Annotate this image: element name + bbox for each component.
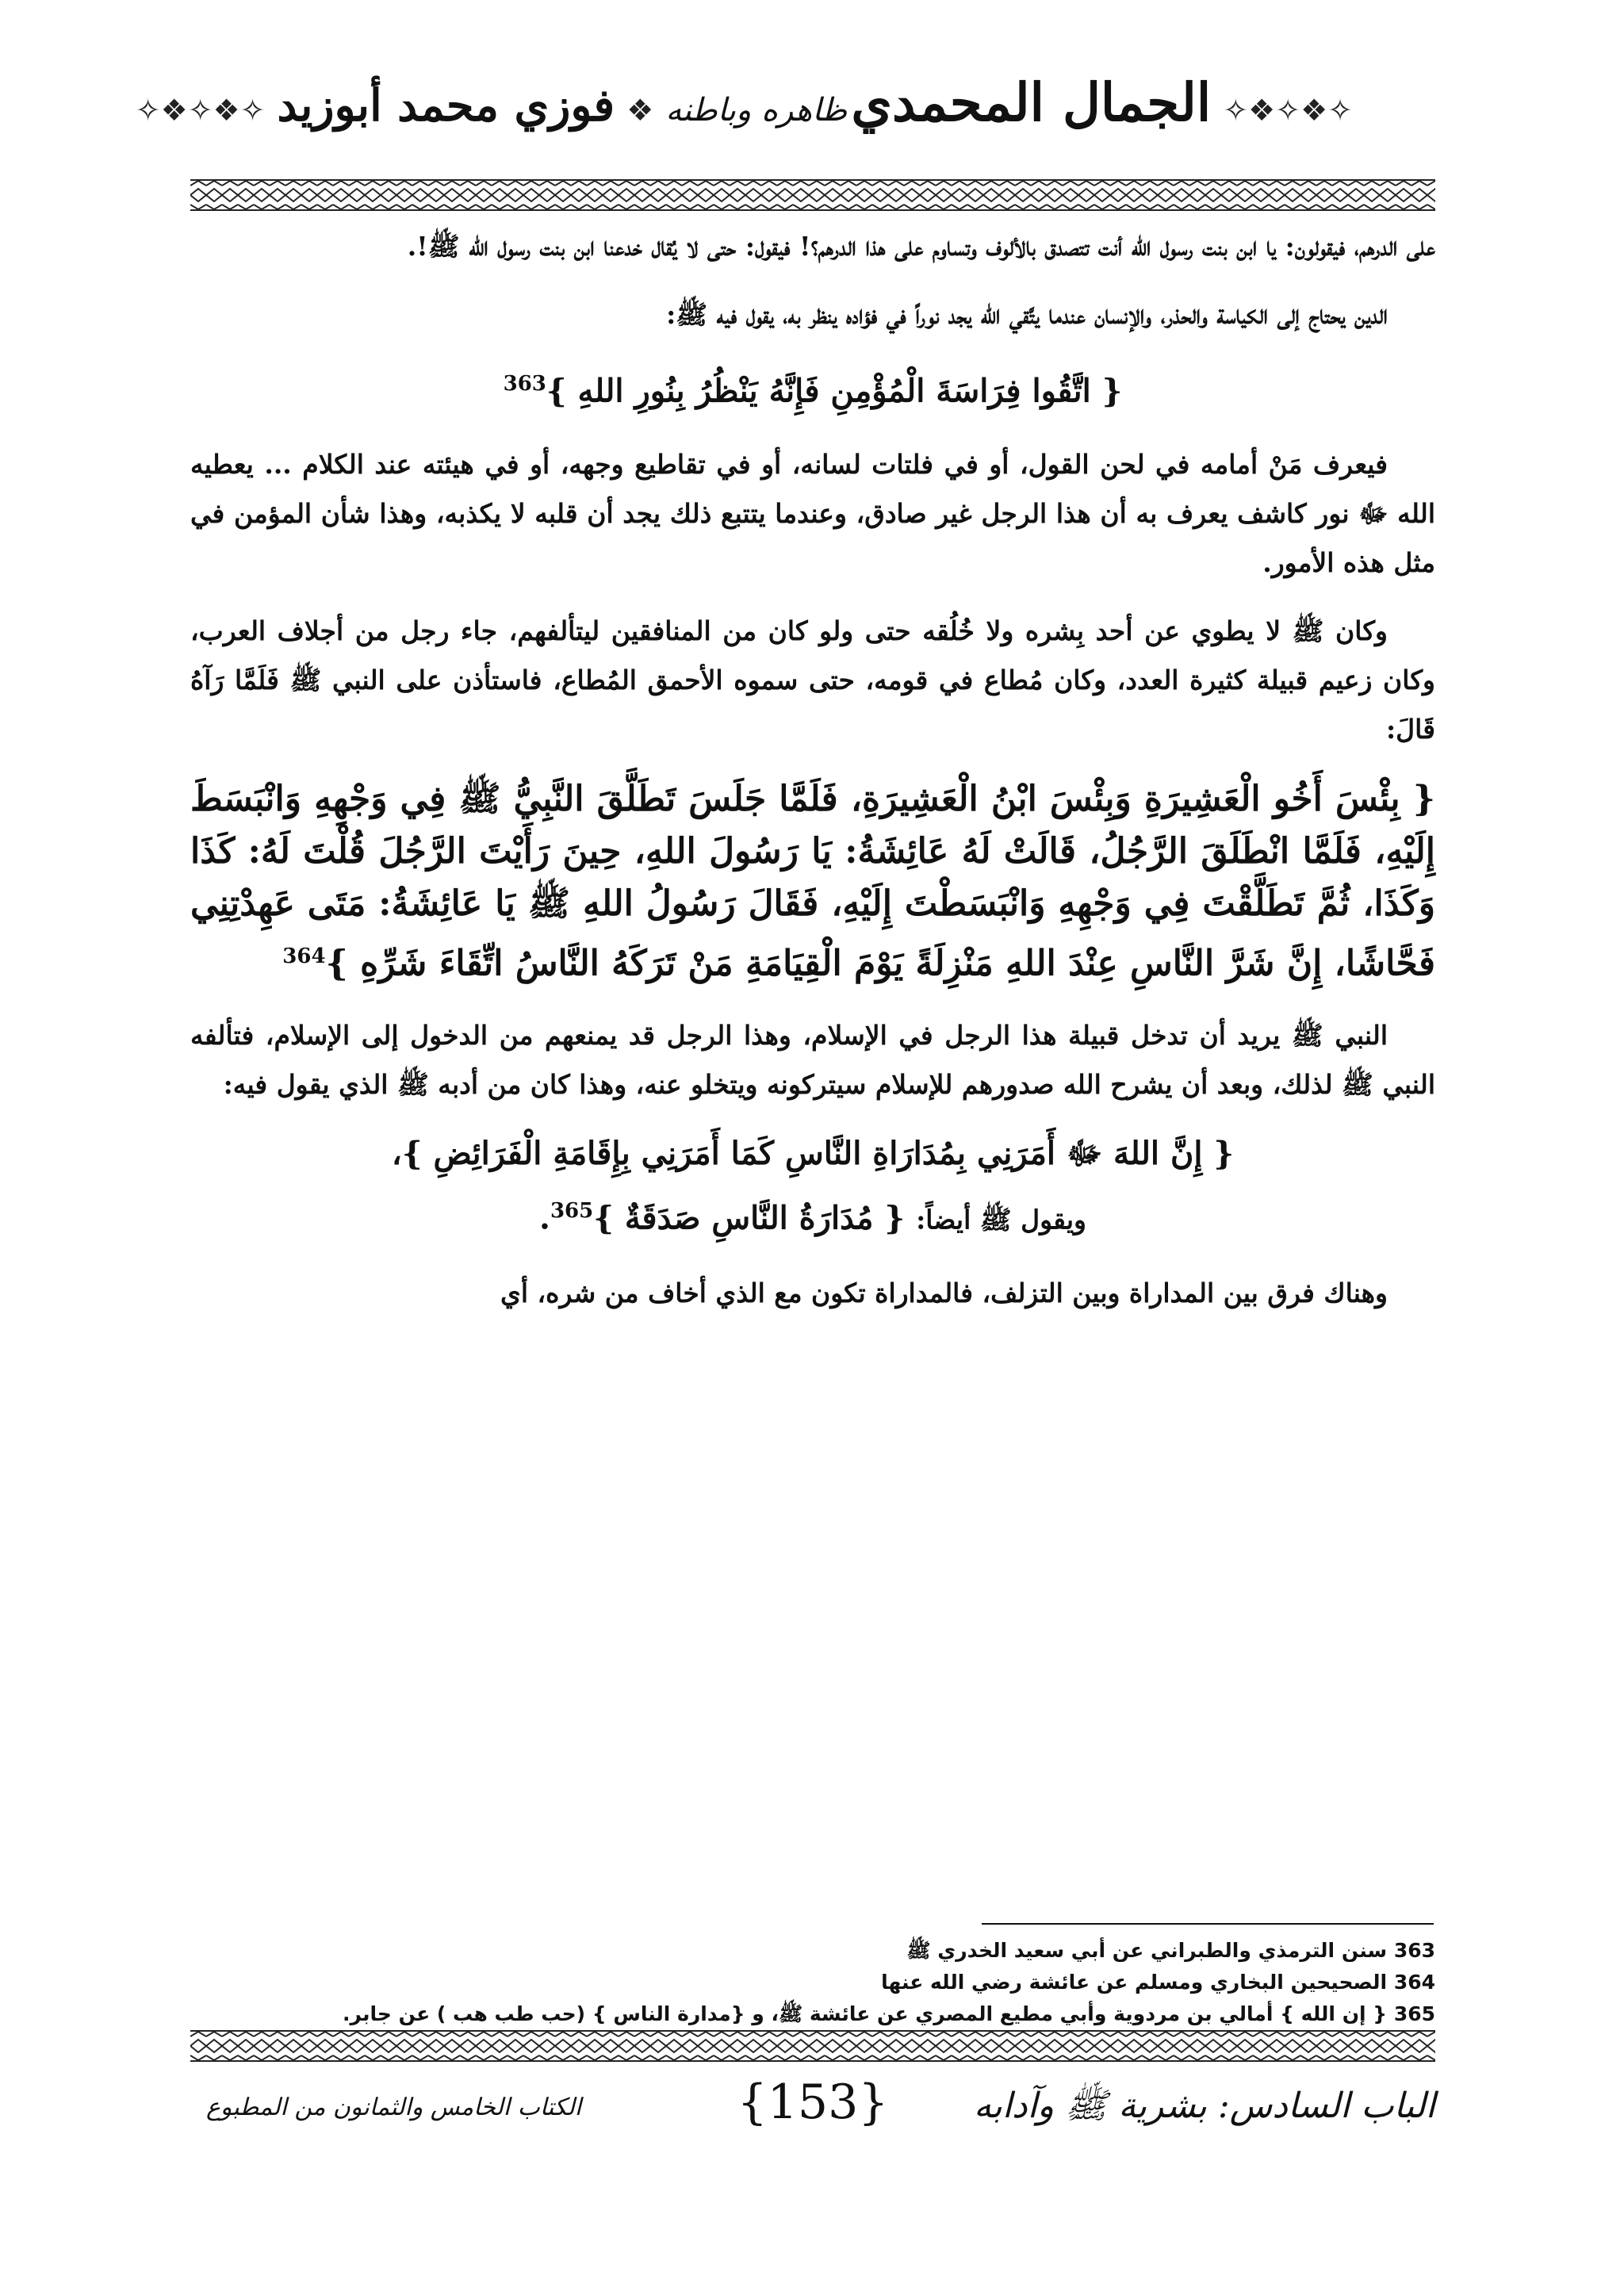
paragraph: الدين يحتاج إلى الكياسة والحذر، والإنسان عندما يتَّقي الله يجد نوراً في فؤاده ينظر به، يقول فيه ﷺ: bbox=[666, 299, 1388, 330]
ornament-icon: ✧❖✧❖✧ bbox=[1223, 93, 1353, 128]
page-footer bbox=[190, 2062, 1435, 2149]
footnote-ref[interactable]: 365 bbox=[550, 1198, 594, 1223]
page-header bbox=[135, 48, 1361, 167]
footnotes bbox=[190, 1935, 1435, 2030]
page-body bbox=[190, 222, 1435, 1337]
book-note: الكتاب الخامس والثمانون من المطبوع bbox=[206, 2094, 582, 2121]
footnote: 363 سنن الترمذي والطبراني عن أبي سعيد الخدري ﷺ bbox=[906, 1939, 1435, 1962]
header-ornament-band bbox=[190, 179, 1435, 211]
footnote-ref[interactable]: 363 bbox=[503, 372, 546, 396]
ornament-icon: ❖ bbox=[626, 93, 654, 128]
footnote: 365 { إن الله } أمالي بن مردوية وأبي مطيع المصري عن عائشة ﷺ، و {مدارة الناس } (حب طب هب ) عن جابر. bbox=[343, 2002, 1435, 2025]
hadith-quote bbox=[190, 358, 1435, 416]
hadith-text: { مُدَارَةُ النَّاسِ صَدَقَةٌ } bbox=[593, 1199, 906, 1237]
author-name: فوزي محمد أبوزيد bbox=[277, 79, 615, 132]
paragraph: فيعرف مَنْ أمامه في لحن القول، أو في فلتات لسانه، أو في تقاطيع وجهه، أو في هيئته عند الكلام ... يعطيه الله ﷻ نور كاشف يعرف به أن هذا الرجل غير صادق، وعندما يتتبع ذلك يجد أن قلبه لا يكذبه، وهذا شأن المؤمن في مثل هذه الأمور. bbox=[190, 449, 1435, 579]
book-title: الجمال المحمدي bbox=[851, 71, 1212, 133]
hadith-text: { بِئْسَ أَخُو الْعَشِيرَةِ وَبِئْسَ ابْنُ الْعَشِيرَةِ، فَلَمَّا جَلَسَ تَطَلَّقَ النَّبِيُّ ﷺ فِي وَجْهِهِ وَانْبَسَطَ إِلَيْهِ، فَلَمَّا انْطَلَقَ الرَّجُلُ، قَالَتْ لَهُ عَائِشَةُ: يَا رَسُولَ اللهِ، حِينَ رَأَيْتَ الرَّجُلَ قُلْتَ لَهُ: كَذَا وَكَذَا، ثُمَّ تَطَلَّقْتَ فِي وَجْهِهِ وَانْبَسَطْتَ إِلَيْهِ، فَقَالَ رَسُولُ اللهِ ﷺ يَا عَائِشَةُ: مَتَى عَهِدْتِنِي فَحَّاشًا، إِنَّ شَرَّ النَّاسِ عِنْدَ اللهِ مَنْزِلَةً يَوْمَ الْقِيَامَةِ مَنْ تَرَكَهُ النَّاسُ اتِّقَاءَ شَرِّهِ } bbox=[190, 779, 1435, 984]
hadith-text: { إِنَّ اللهَ ﷻ أَمَرَنِي بِمُدَارَاةِ النَّاسِ كَمَا أَمَرَنِي بِإِقَامَةِ الْفَرَائِضِ }، bbox=[391, 1134, 1235, 1172]
quote-end: . bbox=[539, 1199, 550, 1237]
ornament-icon: ✧❖✧❖✧ bbox=[135, 93, 266, 128]
footnote-separator bbox=[982, 1923, 1434, 1925]
footnote-ref[interactable]: 364 bbox=[282, 944, 326, 969]
header-title-row bbox=[135, 71, 1361, 133]
book-subtitle: ظاهره وباطنه bbox=[665, 92, 848, 128]
hadith-quote bbox=[190, 1128, 1435, 1179]
paragraph: النبي ﷺ يريد أن تدخل قبيلة هذا الرجل في الإسلام، وهذا الرجل قد يمنعهم من الدخول إلى الإسلام، فتألفه النبي ﷺ لذلك، وبعد أن يشرح الله صدورهم للإسلام سيتركونه ويتخلو عنه، وهذا كان من أدبه ﷺ الذي يقول فيه: bbox=[190, 1019, 1435, 1100]
footer-ornament-band bbox=[190, 2030, 1435, 2062]
chapter-title: الباب السادس: بشرية ﷺ وآدابه bbox=[974, 2086, 1435, 2126]
page-number: {153} bbox=[737, 2075, 889, 2130]
paragraph: وكان ﷺ لا يطوي عن أحد بِشره ولا خُلُقه حتى ولو كان من المنافقين ليتألفهم، جاء رجل من أجلاف العرب، وكان زعيم قبيلة كثيرة العدد، وكان مُطاع في قومه، حتى سموه الأحمق المُطاع، فاستأذن على النبي ﷺ فَلَمَّا رَآهُ قَالَ: bbox=[190, 615, 1435, 745]
footnote: 364 الصحيحين البخاري ومسلم عن عائشة رضي الله عنها bbox=[881, 1971, 1435, 1994]
hadith-text: { اتَّقُوا فِرَاسَةَ الْمُؤْمِنِ فَإِنَّهُ يَنْظُرُ بِنُورِ اللهِ } bbox=[546, 372, 1123, 410]
hadith-quote bbox=[190, 1186, 1435, 1245]
hadith-quote bbox=[190, 773, 1435, 990]
paragraph: وهناك فرق بين المداراة وبين التزلف، فالمداراة تكون مع الذي أخاف من شره، أي bbox=[500, 1278, 1388, 1309]
paragraph: على الدرهم، فيقولون: يا ابن بنت رسول الله أنت تتصدق بالألوف وتساوم على هذا الدرهم؟! فيقول: حتى لا يُقال خدعنا ابن بنت رسول الله ﷺ!. bbox=[407, 231, 1435, 262]
quote-intro: ويقول ﷺ أيضاً: bbox=[916, 1204, 1086, 1236]
